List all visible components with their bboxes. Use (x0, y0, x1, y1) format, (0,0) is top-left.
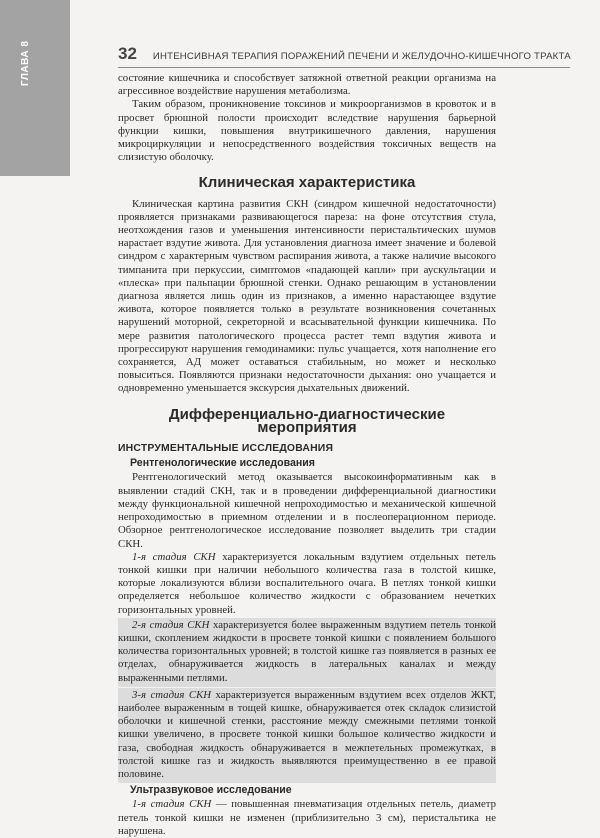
running-title: ИНТЕНСИВНАЯ ТЕРАПИЯ ПОРАЖЕНИЙ ПЕЧЕНИ И ЖЕЛУДОЧНО-КИШЕЧНОГО ТРАКТА (152, 51, 571, 62)
page-content (118, 72, 496, 838)
xray-paragraph: Рентгенологический метод оказывается высокоинформативным как в выявлении стадий СКН, так и в проведении дифференциальной диагностики между функциональной кишечной непроходимостью и механической кишечной непроходимостью в приемном отделении и в послеоперационном периоде. Обзорное рентгенологическое исследование позволяет выделить три стадии СКН. (118, 471, 496, 550)
us-stage1-text: — повышенная пневматизация отдельных петель, диаметр петель тонкой кишки не изменен (приблизительно 3 см), перистальтика не нарушена. (118, 798, 496, 837)
stage3-block (118, 688, 496, 783)
chapter-label: ГЛАВА 8 (20, 40, 31, 86)
chapter-side-tab (0, 0, 70, 176)
page-number: 32 (118, 44, 137, 63)
intro-paragraph-2: Таким образом, проникновение токсинов и микроорганизмов в кровоток и в просвет брюшной полости происходит вследствие нарушения барьерной функции кишки, повышения внутрикишечного давления, нарушения микроциркуляции и непосредственного воздействия токсичных веществ на слизистую оболочку. (118, 98, 496, 164)
stage3-text: характеризуется выраженным вздутием всех отделов ЖКТ, наиболее выраженным в тощей кишке, обнаруживается отек складок слизистой оболочки и кишечной стенки, расстояние между смежными петлями тонкой кишки увеличено, в просвете тонкой кишки большое количество жидкости и газа, свободная жидкость обнаруживается в межпетельных промежутках, в толстой кишке газ и жидкость выявляются преимущественно в ее правой половине. (118, 688, 496, 780)
stage1-label: 1-я стадия СКН (132, 550, 216, 563)
stage2-text: характеризуется более выраженным вздутием петель тонкой кишки, скоплением жидкости в просвете тонкой кишки с появлением большого количества горизонтальных уровней; в толстой кишке газ появляется в разных ее отделах, обнаруживается жидкость в латеральных каналах и между выраженными петлями. (118, 618, 496, 684)
instrumental-heading: ИНСТРУМЕНТАЛЬНЫЕ ИССЛЕДОВАНИЯ (118, 443, 334, 455)
stage2-block (118, 618, 496, 687)
stage1-text: характеризуется локальным вздутием отдельных петель тонкой кишки при наличии небольшого количества газа в толстой кишке, которые локализуются вблизи воспалительного очага. В петлях тонкой кишки определяется небольшое количество жидкости с образованием нечетких горизонтальных уровней. (118, 550, 496, 616)
stage1-paragraph (118, 551, 496, 617)
us-stage1-paragraph (118, 798, 496, 838)
stage2-paragraph (118, 619, 496, 685)
stage3-paragraph (118, 689, 496, 781)
stage2-label: 2-я стадия СКН (132, 618, 210, 631)
diff-heading: Дифференциально-диагностические мероприятия (168, 405, 446, 436)
intro-paragraph-1: состояние кишечника и способствует затяжной ответной реакции организма на агрессивное воздействие нарушения метаболизма. (118, 72, 496, 98)
us-stage1-label: 1-я стадия СКН (132, 798, 212, 811)
clinical-heading: Клиническая характеристика (198, 174, 416, 192)
page-header (118, 44, 570, 68)
ultrasound-heading: Ультразвуковое исследование (130, 784, 292, 797)
stage3-label: 3-я стадия СКН (132, 688, 212, 701)
clinical-paragraph: Клиническая картина развития СКН (синдром кишечной недостаточности) проявляется признаками развивающегося пареза: на фоне отсутствия стула, неотхождения газов и уменьшения интенсивности перистальтических шумов нарастает вздутие живота. Для установления диагноза имеет значение и болевой синдром с характерным чувством распирания живота, а также наличие высокого тимпанита при перкуссии, симптомов «падающей капли» при аускультации и «плеска» при пальпации брюшной стенки. Однако решающим в установлении диагноза является лишь один из признаков, а именно нарастающее вздутие живота, которое появляется только в результате возникновения сочетанных нарушений моторной, секреторной и всасывательной функции кишечника. По мере развития патологического процесса растет темп вздутия живота и прогрессируют нарушения гемодинамики: пульс учащается, хотя наполнение его сохраняется, АД может оставаться стабильным, но может и несколько повыситься. Появляются признаки недостаточности дыхания: оно учащается и одновременно уменьшается экскурсия дыхательных движений. (118, 197, 496, 395)
xray-heading: Рентгенологические исследования (130, 457, 315, 470)
